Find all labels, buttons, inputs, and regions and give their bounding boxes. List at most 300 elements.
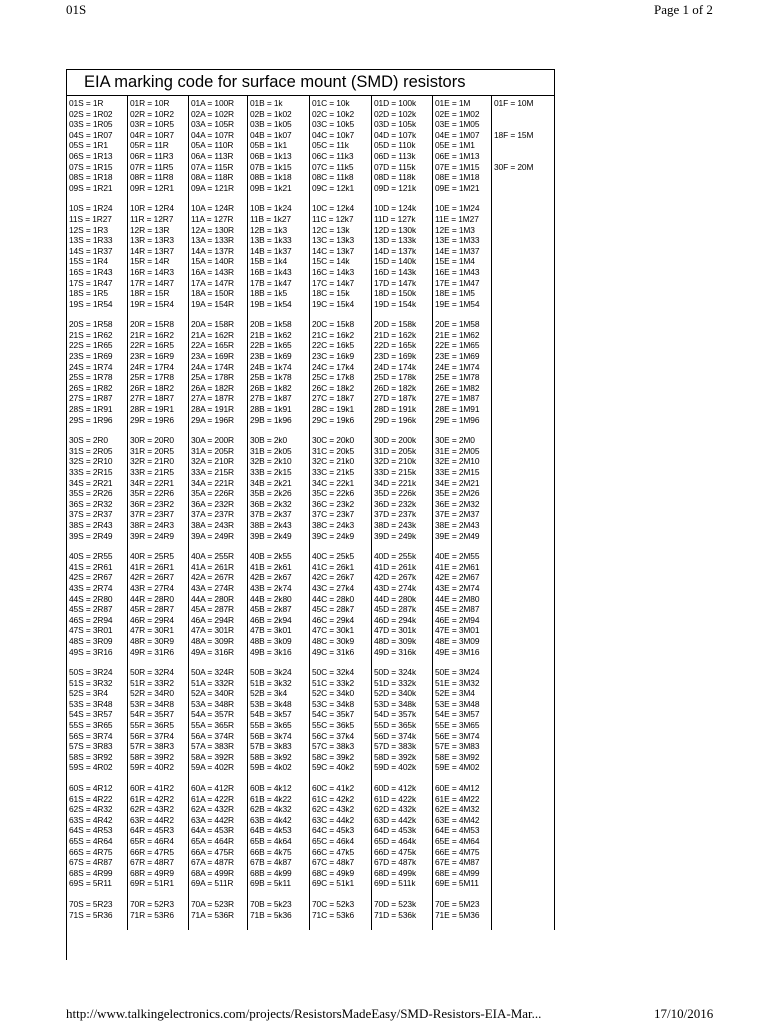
code-cell: 71A = 536R	[191, 909, 235, 920]
code-cell: 15E = 1M4	[435, 256, 475, 267]
code-cell: 55C = 36k5	[312, 720, 355, 731]
code-cell: 36B = 2k32	[250, 498, 292, 509]
code-cell: 43C = 27k4	[312, 582, 355, 593]
code-cell: 32C = 21k0	[312, 456, 355, 467]
code-cell: 70S = 5R23	[69, 898, 113, 909]
code-cell: 05C = 11k	[312, 140, 349, 151]
code-cell: 36D = 232k	[374, 498, 417, 509]
code-cell: 41S = 2R61	[69, 561, 113, 572]
code-cell: 05R = 11R	[130, 140, 169, 151]
code-cell: 33S = 2R15	[69, 467, 113, 477]
code-cell: 56E = 3M74	[435, 730, 480, 741]
code-cell: 04D = 107k	[374, 129, 417, 140]
code-cell: 15D = 140k	[374, 256, 417, 267]
code-cell: 05A = 110R	[191, 140, 234, 151]
code-cell: 21B = 1k62	[250, 329, 292, 340]
code-cell: 24E = 1M74	[435, 361, 480, 372]
code-column	[310, 96, 372, 930]
code-cell: 38C = 24k3	[312, 519, 355, 530]
table-title: EIA marking code for surface mount (SMD) resistors	[67, 70, 555, 96]
code-cell: 36C = 23k2	[312, 498, 355, 509]
code-cell: 09S = 1R21	[69, 182, 113, 193]
code-group	[435, 435, 491, 541]
code-cell: 02S = 1R02	[69, 108, 113, 119]
code-cell: 07A = 115R	[191, 161, 234, 172]
code-cell: 50S = 3R24	[69, 667, 113, 678]
code-cell: 53C = 34k8	[312, 698, 355, 709]
code-group	[69, 667, 127, 773]
code-cell: 20C = 15k8	[312, 319, 355, 330]
code-group	[69, 783, 127, 889]
code-cell: 28A = 191R	[191, 404, 235, 415]
code-cell: 66R = 47R5	[130, 846, 174, 857]
code-cell: 62A = 432R	[191, 804, 235, 815]
code-cell: 49S = 3R16	[69, 646, 113, 657]
code-cell: 16S = 1R43	[69, 266, 113, 277]
code-cell: 03B = 1k05	[250, 119, 292, 130]
code-cell: 37S = 2R37	[69, 509, 113, 520]
code-cell: 26E = 1M82	[435, 382, 480, 393]
code-cell: 39R = 24R9	[130, 530, 174, 541]
code-cell: 23R = 16R9	[130, 351, 174, 362]
code-cell: 56B = 3k74	[250, 730, 292, 741]
code-cell: 02E = 1M02	[435, 108, 480, 119]
code-cell: 08A = 118R	[191, 172, 234, 183]
code-cell: 21A = 162R	[191, 329, 235, 340]
code-cell: 02B = 1k02	[250, 108, 292, 119]
code-cell: 31B = 2k05	[250, 445, 292, 456]
code-group	[130, 435, 188, 541]
code-cell: 28D = 191k	[374, 404, 417, 415]
code-cell: 58S = 3R92	[69, 751, 113, 762]
code-cell: 59S = 4R02	[69, 762, 113, 773]
code-cell: 10D = 124k	[374, 203, 417, 214]
code-cell: 44D = 280k	[374, 593, 417, 604]
code-cell: 29S = 1R96	[69, 414, 113, 425]
code-group	[374, 203, 432, 309]
code-cell: 64E = 4M53	[435, 825, 480, 836]
code-group	[69, 435, 127, 541]
code-cell: 49C = 31k6	[312, 646, 355, 657]
code-cell: 03E = 1M05	[435, 119, 480, 130]
code-group	[435, 667, 491, 773]
code-cell: 51B = 3k32	[250, 677, 292, 688]
code-cell: 16E = 1M43	[435, 266, 480, 277]
code-cell: 35A = 226R	[191, 488, 235, 499]
code-cell: 53D = 348k	[374, 698, 417, 709]
code-group	[435, 98, 491, 193]
code-cell: 07R = 11R5	[130, 161, 174, 172]
code-cell: 45D = 287k	[374, 604, 417, 615]
code-cell: 30S = 2R0	[69, 435, 108, 446]
f-column	[492, 96, 555, 930]
code-cell: 29E = 1M96	[435, 414, 480, 425]
source-url: http://www.talkingelectronics.com/projects/ResistorsMadeEasy/SMD-Resistors-EIA-Mar...	[66, 1006, 542, 1021]
code-group	[250, 783, 309, 889]
code-cell: 51E = 3M32	[435, 677, 480, 688]
code-cell: 15S = 1R4	[69, 256, 108, 267]
code-cell: 37C = 23k7	[312, 509, 355, 520]
code-cell: 33C = 21k5	[312, 467, 355, 477]
code-cell: 11D = 127k	[374, 213, 416, 224]
code-cell: 08D = 118k	[374, 172, 416, 183]
code-cell: 19D = 154k	[374, 298, 417, 309]
code-cell: 48E = 3M09	[435, 635, 480, 646]
code-cell: 60E = 4M12	[435, 783, 480, 794]
code-group	[130, 319, 188, 425]
code-cell: 35D = 226k	[374, 488, 417, 499]
code-cell: 70C = 52k3	[312, 898, 355, 909]
code-cell: 34R = 22R1	[130, 477, 174, 488]
code-cell: 43A = 274R	[191, 582, 235, 593]
code-cell: 56A = 374R	[191, 730, 235, 741]
code-cell: 29D = 196k	[374, 414, 417, 425]
code-cell: 66E = 4M75	[435, 846, 480, 857]
code-cell: 22E = 1M65	[435, 340, 480, 351]
code-cell: 44B = 2k80	[250, 593, 292, 604]
code-group	[250, 98, 309, 193]
code-cell: 59C = 40k2	[312, 762, 355, 773]
code-cell: 68B = 4k99	[250, 867, 292, 878]
code-cell: 48R = 30R9	[130, 635, 174, 646]
header-left: 01S	[66, 2, 87, 17]
code-cell: 25D = 178k	[374, 372, 417, 383]
code-cell: 62C = 43k2	[312, 804, 355, 815]
code-cell: 23S = 1R69	[69, 351, 113, 362]
code-cell: 37A = 237R	[191, 509, 235, 520]
print-date: 17/10/2016	[654, 1006, 714, 1021]
code-cell: 01S = 1R	[69, 98, 104, 108]
code-cell: 11A = 127R	[191, 213, 234, 224]
code-cell: 69B = 5k11	[250, 878, 291, 889]
code-cell: 03D = 105k	[374, 119, 417, 130]
code-cell: 27A = 187R	[191, 393, 235, 404]
code-cell: 21C = 16k2	[312, 329, 355, 340]
code-cell: 01E = 1M	[435, 98, 471, 108]
code-cell: 28R = 19R1	[130, 404, 174, 415]
code-cell: 54A = 357R	[191, 709, 235, 720]
code-cell: 51A = 332R	[191, 677, 235, 688]
code-cell: 40S = 2R55	[69, 551, 113, 562]
code-cell: 40C = 25k5	[312, 551, 355, 562]
code-cell: 25R = 17R8	[130, 372, 174, 383]
code-cell: 16R = 14R3	[130, 266, 174, 277]
code-cell: 71R = 53R6	[130, 909, 174, 920]
code-cell: 59A = 402R	[191, 762, 235, 773]
code-cell: 65E = 4M64	[435, 836, 480, 846]
code-cell: 14C = 13k7	[312, 245, 355, 256]
code-cell: 43B = 2k74	[250, 582, 292, 593]
code-cell: 58R = 39R2	[130, 751, 174, 762]
code-cell: 31D = 205k	[374, 445, 417, 456]
code-cell: 57A = 383R	[191, 741, 235, 752]
code-group	[191, 203, 247, 309]
code-column	[433, 96, 492, 930]
code-cell: 14B = 1k37	[250, 245, 292, 256]
code-cell: 28C = 19k1	[312, 404, 355, 415]
code-cell: 18A = 150R	[191, 288, 235, 299]
code-cell: 10A = 124R	[191, 203, 235, 214]
code-group	[191, 899, 247, 920]
code-group	[374, 899, 432, 920]
code-cell: 23A = 169R	[191, 351, 235, 362]
code-cell: 07D = 115k	[374, 161, 416, 172]
code-cell: 70B = 5k23	[250, 898, 292, 909]
code-cell: 08B = 1k18	[250, 172, 292, 183]
code-cell: 67S = 4R87	[69, 857, 113, 868]
code-cell: 48D = 309k	[374, 635, 417, 646]
code-cell: 64C = 45k3	[312, 825, 355, 836]
code-cell: 38R = 24R3	[130, 519, 174, 530]
code-cell: 37D = 237k	[374, 509, 417, 520]
code-cell: 55A = 365R	[191, 720, 235, 731]
code-cell: 61S = 4R22	[69, 793, 113, 804]
code-cell: 63A = 442R	[191, 814, 235, 825]
code-cell: 11R = 12R7	[130, 213, 174, 224]
code-cell: 16D = 143k	[374, 266, 417, 277]
code-cell: 57B = 3k83	[250, 741, 292, 752]
code-cell: 56S = 3R74	[69, 730, 113, 741]
code-cell: 51S = 3R32	[69, 677, 113, 688]
code-group	[312, 435, 371, 541]
code-cell: 39A = 249R	[191, 530, 235, 541]
code-cell: 10B = 1k24	[250, 203, 292, 214]
code-cell: 53A = 348R	[191, 698, 235, 709]
code-cell: 04R = 10R7	[130, 129, 174, 140]
code-cell: 44A = 280R	[191, 593, 235, 604]
code-cell: 30B = 2k0	[250, 435, 288, 446]
code-cell: 70R = 52R3	[130, 898, 174, 909]
code-cell: 41E = 2M61	[435, 561, 480, 572]
code-cell: 56D = 374k	[374, 730, 417, 741]
code-group	[69, 203, 127, 309]
code-cell: 62S = 4R32	[69, 804, 113, 815]
code-cell: 05S = 1R1	[69, 140, 108, 151]
code-cell: 50A = 324R	[191, 667, 235, 678]
code-column	[189, 96, 248, 930]
code-cell: 43S = 2R74	[69, 582, 113, 593]
code-cell: 01C = 10k	[312, 98, 350, 108]
f-cell-20m: 30F = 20M	[494, 161, 534, 172]
code-cell: 42B = 2k67	[250, 572, 292, 583]
code-cell: 40D = 255k	[374, 551, 417, 562]
code-cell: 20S = 1R58	[69, 319, 113, 330]
code-cell: 32D = 210k	[374, 456, 417, 467]
code-cell: 57D = 383k	[374, 741, 417, 752]
code-cell: 26S = 1R82	[69, 382, 113, 393]
code-cell: 08E = 1M18	[435, 172, 480, 183]
code-cell: 35C = 22k6	[312, 488, 355, 499]
code-cell: 29C = 19k6	[312, 414, 355, 425]
code-cell: 59D = 402k	[374, 762, 417, 773]
code-cell: 63D = 442k	[374, 814, 417, 825]
code-cell: 37B = 2k37	[250, 509, 292, 520]
code-cell: 19C = 15k4	[312, 298, 355, 309]
code-cell: 57E = 3M83	[435, 741, 480, 752]
code-grid	[67, 96, 555, 930]
code-group	[130, 98, 188, 193]
code-cell: 13R = 13R3	[130, 235, 174, 246]
code-cell: 27E = 1M87	[435, 393, 480, 404]
code-cell: 24R = 17R4	[130, 361, 174, 372]
code-cell: 42R = 26R7	[130, 572, 174, 583]
code-cell: 36A = 232R	[191, 498, 235, 509]
code-group	[130, 667, 188, 773]
code-cell: 03R = 10R5	[130, 119, 174, 130]
code-cell: 15A = 140R	[191, 256, 235, 267]
code-cell: 55E = 3M65	[435, 720, 480, 731]
code-cell: 24C = 17k4	[312, 361, 355, 372]
code-cell: 25B = 1k78	[250, 372, 292, 383]
code-cell: 39D = 249k	[374, 530, 417, 541]
code-cell: 53B = 3k48	[250, 698, 292, 709]
code-cell: 39E = 2M49	[435, 530, 480, 541]
code-cell: 60D = 412k	[374, 783, 417, 794]
code-cell: 20A = 158R	[191, 319, 235, 330]
code-group	[312, 98, 371, 193]
code-cell: 67C = 48k7	[312, 857, 355, 868]
code-group	[435, 899, 491, 920]
code-group	[250, 319, 309, 425]
code-cell: 41C = 26k1	[312, 561, 355, 572]
code-cell: 61B = 4k22	[250, 793, 292, 804]
code-cell: 34A = 221R	[191, 477, 235, 488]
code-cell: 54S = 3R57	[69, 709, 113, 720]
code-cell: 45A = 287R	[191, 604, 235, 615]
code-cell: 24D = 174k	[374, 361, 417, 372]
code-cell: 07B = 1k15	[250, 161, 292, 172]
code-cell: 25C = 17k8	[312, 372, 355, 383]
code-cell: 65C = 46k4	[312, 836, 355, 846]
code-cell: 29R = 19R6	[130, 414, 174, 425]
code-cell: 51R = 33R2	[130, 677, 174, 688]
code-cell: 68R = 49R9	[130, 867, 174, 878]
code-cell: 36S = 2R32	[69, 498, 113, 509]
code-group	[250, 667, 309, 773]
code-cell: 15R = 14R	[130, 256, 170, 267]
code-cell: 52S = 3R4	[69, 688, 108, 699]
code-cell: 12R = 13R	[130, 224, 170, 235]
code-cell: 50R = 32R4	[130, 667, 174, 678]
code-cell: 22B = 1k65	[250, 340, 292, 351]
code-group	[250, 551, 309, 657]
code-cell: 45S = 2R87	[69, 604, 113, 615]
code-cell: 67B = 4k87	[250, 857, 292, 868]
code-cell: 55R = 36R5	[130, 720, 174, 731]
code-cell: 63C = 44k2	[312, 814, 355, 825]
code-cell: 38E = 2M43	[435, 519, 480, 530]
code-cell: 04B = 1k07	[250, 129, 292, 140]
code-cell: 54D = 357k	[374, 709, 417, 720]
code-cell: 41D = 261k	[374, 561, 417, 572]
code-cell: 40E = 2M55	[435, 551, 480, 562]
code-cell: 25S = 1R78	[69, 372, 113, 383]
code-cell: 71C = 53k6	[312, 909, 355, 920]
code-cell: 46B = 2k94	[250, 614, 292, 625]
code-cell: 18R = 15R	[130, 288, 170, 299]
code-cell: 49D = 316k	[374, 646, 417, 657]
code-cell: 57R = 38R3	[130, 741, 174, 752]
code-cell: 41A = 261R	[191, 561, 235, 572]
code-cell: 06D = 113k	[374, 150, 416, 161]
code-cell: 57S = 3R83	[69, 741, 113, 752]
code-cell: 01R = 10R	[130, 98, 170, 108]
code-cell: 23D = 169k	[374, 351, 417, 362]
f-cell-15m: 18F = 15M	[494, 129, 534, 140]
code-cell: 09D = 121k	[374, 182, 417, 193]
code-cell: 53S = 3R48	[69, 698, 113, 709]
code-group	[435, 551, 491, 657]
code-group	[191, 551, 247, 657]
code-cell: 66A = 475R	[191, 846, 235, 857]
code-cell: 05E = 1M1	[435, 140, 475, 151]
code-cell: 68D = 499k	[374, 867, 417, 878]
code-cell: 17A = 147R	[191, 277, 235, 288]
code-cell: 17S = 1R47	[69, 277, 113, 288]
code-cell: 29B = 1k96	[250, 414, 292, 425]
code-cell: 31E = 2M05	[435, 445, 480, 456]
code-cell: 12A = 130R	[191, 224, 235, 235]
code-cell: 06S = 1R13	[69, 150, 113, 161]
code-cell: 43D = 274k	[374, 582, 417, 593]
code-cell: 30A = 200R	[191, 435, 235, 446]
code-cell: 50C = 32k4	[312, 667, 355, 678]
code-cell: 46E = 2M94	[435, 614, 480, 625]
code-cell: 62D = 432k	[374, 804, 417, 815]
code-cell: 40R = 25R5	[130, 551, 174, 562]
code-cell: 66B = 4k75	[250, 846, 292, 857]
code-cell: 15B = 1k4	[250, 256, 288, 267]
code-cell: 58C = 39k2	[312, 751, 355, 762]
code-cell: 32R = 21R0	[130, 456, 174, 467]
f-cell-10m: 01F = 10M	[494, 98, 534, 108]
code-cell: 25A = 178R	[191, 372, 235, 383]
code-cell: 19R = 15R4	[130, 298, 174, 309]
code-cell: 33E = 2M15	[435, 467, 480, 477]
code-cell: 49A = 316R	[191, 646, 235, 657]
code-cell: 54E = 3M57	[435, 709, 480, 720]
code-cell: 18C = 15k	[312, 288, 350, 299]
page-number: Page 1 of 2	[654, 2, 713, 17]
code-cell: 33R = 21R5	[130, 467, 174, 477]
code-cell: 27S = 1R87	[69, 393, 113, 404]
code-cell: 02D = 102k	[374, 108, 417, 119]
code-cell: 22S = 1R65	[69, 340, 113, 351]
code-cell: 64B = 4k53	[250, 825, 292, 836]
code-cell: 52E = 3M4	[435, 688, 475, 699]
code-cell: 39S = 2R49	[69, 530, 113, 541]
code-cell: 31A = 205R	[191, 445, 235, 456]
code-cell: 24A = 174R	[191, 361, 235, 372]
code-cell: 55S = 3R65	[69, 720, 113, 731]
code-cell: 17E = 1M47	[435, 277, 480, 288]
code-group	[374, 551, 432, 657]
code-cell: 49E = 3M16	[435, 646, 480, 657]
code-cell: 47D = 301k	[374, 625, 417, 636]
code-group	[191, 98, 247, 193]
code-cell: 60C = 41k2	[312, 783, 355, 794]
code-cell: 03A = 105R	[191, 119, 235, 130]
code-cell: 04E = 1M07	[435, 129, 480, 140]
code-cell: 40A = 255R	[191, 551, 235, 562]
code-cell: 18S = 1R5	[69, 288, 108, 299]
code-cell: 09R = 12R1	[130, 182, 174, 193]
code-cell: 47B = 3k01	[250, 625, 292, 636]
code-cell: 18E = 1M5	[435, 288, 475, 299]
code-cell: 64A = 453R	[191, 825, 235, 836]
code-column	[248, 96, 310, 930]
code-cell: 33B = 2k15	[250, 467, 292, 477]
